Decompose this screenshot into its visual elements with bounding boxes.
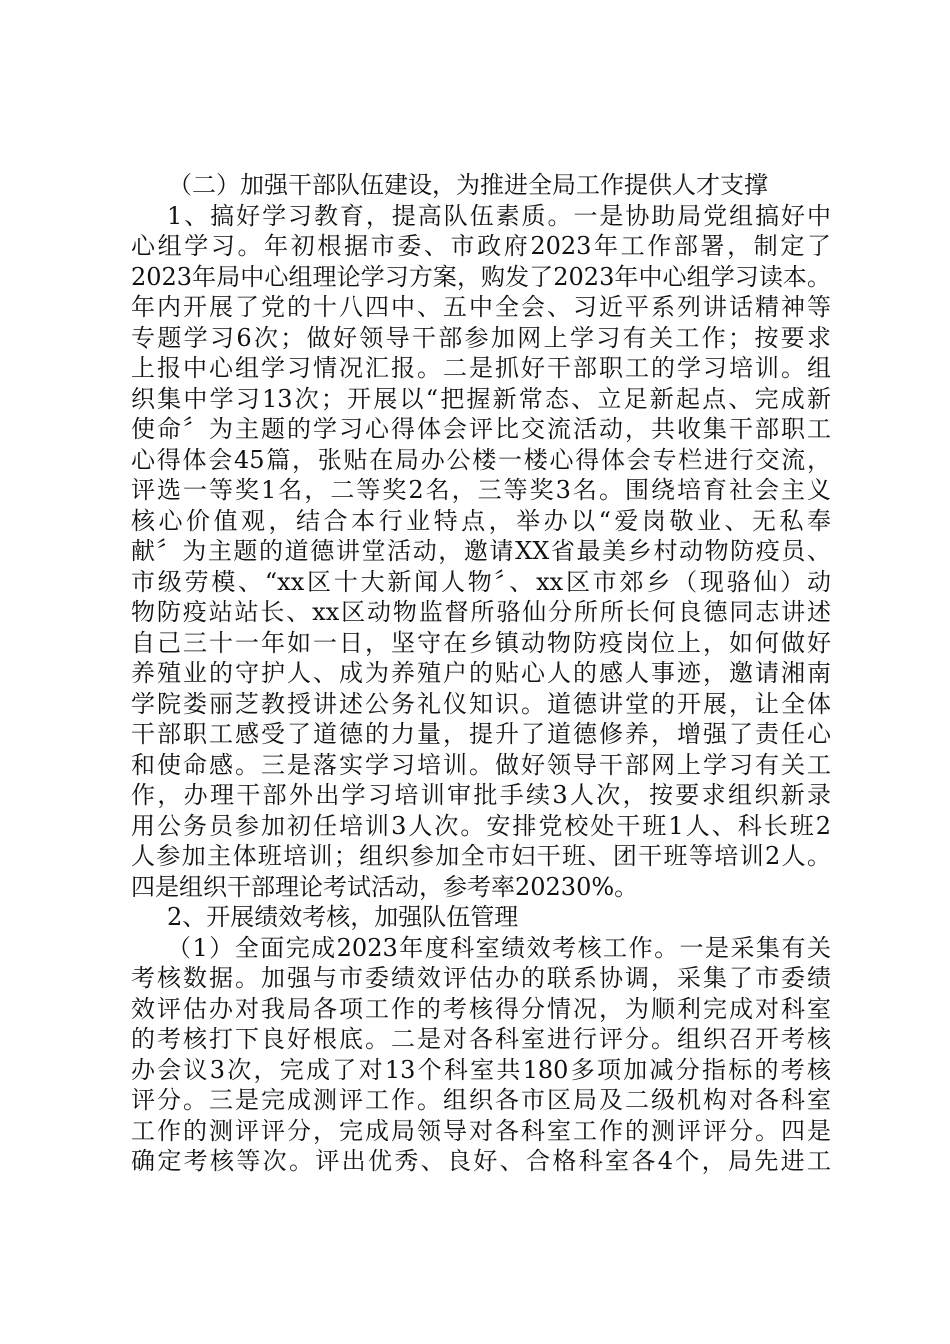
text-line: 2023年局中心组理论学习方案，购发了2023年中心组学习读本。 xyxy=(131,262,831,291)
text-line: 评选一等奖1名，二等奖2名，三等奖3名。围绕培育社会主义 xyxy=(131,476,831,504)
text-line: 献〞为主题的道德讲堂活动，邀请XX省最美乡村动物防疫员、 xyxy=(131,537,831,565)
text-line: 市级劳模、“xx区十大新闻人物〞、xx区市郊乡（现骆仙）动 xyxy=(131,567,831,596)
text-line: 织集中学习13次；开展以“把握新常态、立足新起点、完成新 xyxy=(131,384,831,413)
text-line: 学院娄丽芝教授讲述公务礼仪知识。道德讲堂的开展，让全体 xyxy=(131,689,831,718)
text-line: 和使命感。三是落实学习培训。做好领导干部网上学习有关工 xyxy=(131,750,831,779)
text-line: 评分。三是完成测评工作。组织各市区局及二级机构对各科室 xyxy=(131,1086,831,1114)
body-text xyxy=(131,170,831,1177)
text-line: 确定考核等次。评出优秀、良好、合格科室各4个，局先进工 xyxy=(131,1147,831,1175)
text-line: 年内开展了党的十八四中、五中全会、习近平系列讲话精神等 xyxy=(131,293,831,321)
text-line: 四是组织干部理论考试活动，参考率20230%。 xyxy=(131,872,639,901)
text-line: 心组学习。年初根据市委、市政府2023年工作部署，制定了 xyxy=(131,232,831,260)
text-line: 干部职工感受了道德的力量，提升了道德修养，增强了责任心 xyxy=(131,720,831,748)
text-line: 养殖业的守护人、成为养殖户的贴心人的感人事迹，邀请湘南 xyxy=(131,659,831,687)
text-line: 的考核打下良好根底。二是对各科室进行评分。组织召开考核 xyxy=(131,1025,831,1053)
text-line: 人参加主体班培训；组织参加全市妇干班、团干班等培训2人。 xyxy=(131,842,831,870)
text-line: 上报中心组学习情况汇报。二是抓好干部职工的学习培训。组 xyxy=(131,354,831,382)
text-line: 效评估办对我局各项工作的考核得分情况，为顺利完成对科室 xyxy=(131,994,831,1023)
text-line: 办会议3次，完成了对13个科室共180多项加减分指标的考核 xyxy=(131,1055,831,1084)
text-line: 核心价值观，结合本行业特点，举办以“爱岗敬业、无私奉 xyxy=(131,506,831,535)
item-1-heading-line: （1）全面完成2023年度科室绩效考核工作。一是采集有关 xyxy=(167,933,831,962)
text-line: 用公务员参加初任培训3人次。安排党校处干班1人、科长班2 xyxy=(131,811,831,840)
text-line: 心得体会45篇，张贴在局办公楼一楼心得体会专栏进行交流， xyxy=(131,445,831,474)
text-line: 工作的测评评分，完成局领导对各科室工作的测评评分。四是 xyxy=(131,1116,831,1145)
text-line: 自己三十一年如一日，坚守在乡镇动物防疫岗位上，如何做好 xyxy=(131,628,831,657)
text-line: 使命〞为主题的学习心得体会评比交流活动，共收集干部职工 xyxy=(131,415,831,443)
text-line: 专题学习6次；做好领导干部参加网上学习有关工作；按要求 xyxy=(131,323,831,352)
section-heading: （二）加强干部队伍建设，为推进全局工作提供人才支撑 xyxy=(168,171,768,199)
text-line: 考核数据。加强与市委绩效评估办的联系协调，采集了市委绩 xyxy=(131,964,831,992)
text-line: 物防疫站站长、xx区动物监督所骆仙分所所长何良德同志讲述 xyxy=(131,598,831,626)
text-line: 作，办理干部外出学习培训审批手续3人次，按要求组织新录 xyxy=(131,781,831,809)
subsection-1-heading-line: 1、搞好学习教育，提高队伍素质。一是协助局党组搞好中 xyxy=(167,201,831,230)
subsection-2-heading: 2、开展绩效考核，加强队伍管理 xyxy=(167,903,519,931)
